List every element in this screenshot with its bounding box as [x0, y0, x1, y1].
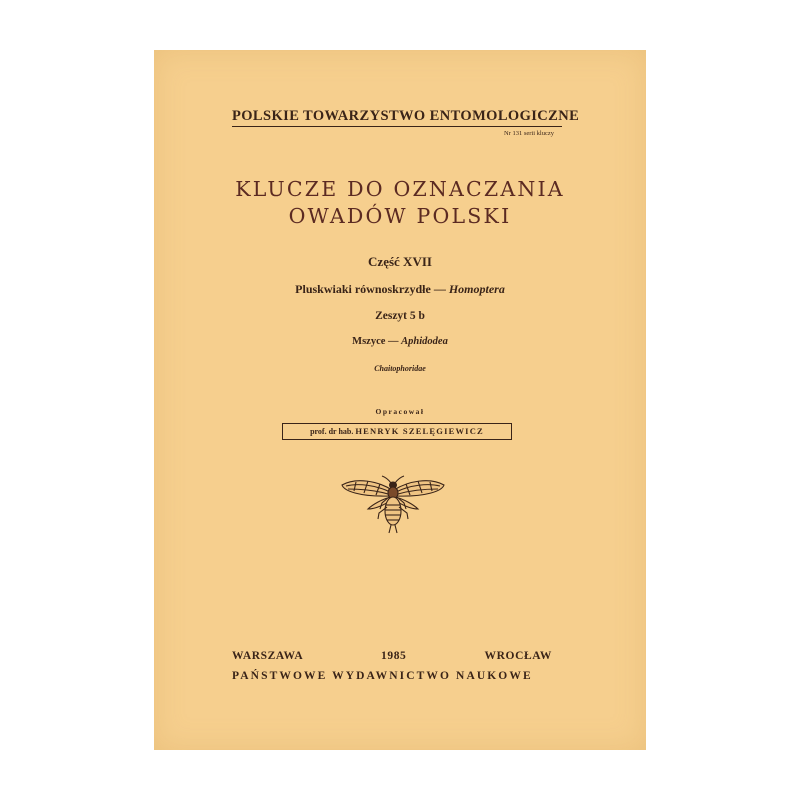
- title-line-1: KLUCZE DO OZNACZANIA: [235, 177, 565, 201]
- author-title: prof. dr hab.: [310, 427, 356, 436]
- author-name: HENRYK SZELĘGIEWICZ: [355, 426, 484, 436]
- series-number: Nr 131 serii kluczy: [503, 130, 554, 137]
- society-name: POLSKIE TOWARZYSTWO ENTOMOLOGICZNE: [232, 108, 562, 127]
- aphids-latin: Aphidodea: [401, 336, 448, 347]
- city-wroclaw: WROCŁAW: [484, 650, 552, 662]
- prepared-by-label: Opracował: [375, 407, 425, 416]
- issue-label: Zeszyt 5 b: [375, 310, 425, 322]
- aphids-polish: Mszyce —: [352, 336, 402, 347]
- part-label: Część XVII: [368, 254, 432, 269]
- aphids-subtitle: [154, 336, 646, 347]
- insect-group: [154, 282, 646, 297]
- family-name: Chaitophoridae: [374, 364, 426, 373]
- city-warszawa: WARSZAWA: [232, 650, 304, 662]
- group-latin: Homoptera: [448, 282, 505, 296]
- publisher-name: PAŃSTWOWE WYDAWNICTWO NAUKOWE: [232, 670, 533, 682]
- book-cover: [154, 50, 646, 750]
- author-box: [282, 423, 512, 440]
- insect-emblem-icon: [338, 475, 448, 537]
- title-line-2: OWADÓW POLSKI: [288, 204, 512, 228]
- main-title: [154, 176, 646, 230]
- publisher-block: [232, 108, 580, 137]
- publication-year: 1985: [381, 650, 407, 662]
- group-polish: Pluskwiaki równoskrzydłe —: [295, 282, 449, 296]
